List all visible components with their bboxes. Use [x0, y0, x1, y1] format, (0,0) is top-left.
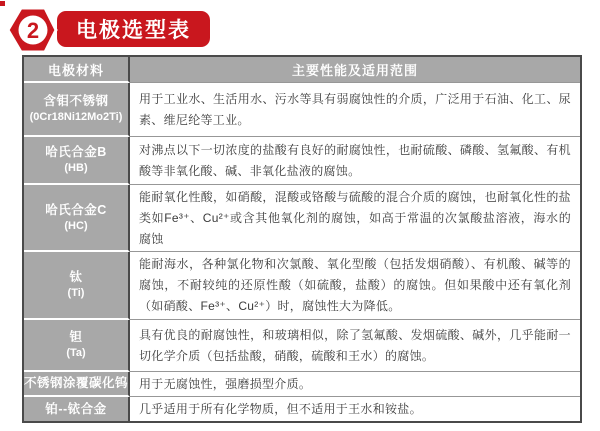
material-cell [24, 320, 130, 372]
material-cell [24, 185, 130, 252]
description-text: 用于无腐蚀性，强磨损型介质。 [139, 377, 312, 391]
material-symbol: (HC) [64, 219, 88, 232]
table-row [24, 320, 580, 372]
material-name: 哈氏合金C [45, 202, 107, 217]
description-cell [130, 372, 580, 397]
material-cell [24, 397, 130, 421]
table-row [24, 372, 580, 397]
header-label-material: 电极材料 [47, 62, 104, 78]
electrode-selection-table [22, 55, 582, 423]
table-row [24, 137, 580, 185]
material-name: 铂--铱合金 [45, 401, 107, 416]
description-text: 能耐海水，各种氯化物和次氯酸、氧化型酸（包括发烟硝酸）、有机酸、碱等的腐蚀，不耐较纯的还原性酸（如硫酸，盐酸）的腐蚀。但如果酸中还有氧化剂（如硝酸、Fe³⁺、Cu²⁺）时，腐蚀性大为降低。 [139, 257, 571, 313]
header-cell-performance [130, 57, 580, 83]
description-cell [130, 83, 580, 137]
material-symbol: (0Cr18Ni12Mo2Ti) [29, 111, 123, 123]
table-row [24, 185, 580, 252]
header-label-performance: 主要性能及适用范围 [291, 63, 418, 78]
header-cell-material [24, 57, 130, 83]
material-name: 哈氏合金B [45, 145, 107, 159]
description-cell [130, 397, 580, 421]
page-title: 电极选型表 [76, 19, 191, 42]
description-cell [130, 252, 580, 320]
table-row [24, 83, 580, 137]
material-symbol: (HB) [64, 162, 88, 174]
description-text: 具有优良的耐腐蚀性，和玻璃相似，除了氢氟酸、发烟硫酸、碱外，几乎能耐一切化学介质（包括盐酸，硝酸，硫酸和王水）的腐蚀。 [139, 327, 571, 363]
description-text: 能耐氧化性酸，如硝酸，混酸或铬酸与硫酸的混合介质的腐蚀，也耐氧化性的盐类如Fe³⁺、Cu²⁺或含其他氧化剂的腐蚀，如高于常温的次氯酸盐溶液，海水的腐蚀 [139, 189, 571, 246]
table-row [24, 397, 580, 421]
material-name: 钽 [69, 330, 83, 344]
material-name: 含钼不锈钢 [43, 94, 109, 108]
description-text: 对沸点以下一切浓度的盐酸有良好的耐腐蚀性，也耐硫酸、磷酸、氢氟酸、有机酸等非氧化酸、碱、非氧化盐液的腐蚀。 [139, 142, 571, 178]
material-name: 钛 [69, 270, 83, 284]
table-header-row [24, 57, 580, 83]
description-cell [130, 185, 580, 252]
section-number-badge [5, 4, 59, 56]
material-symbol: (Ta) [66, 347, 86, 359]
description-cell [130, 320, 580, 372]
material-cell [24, 83, 130, 137]
material-cell [24, 252, 130, 320]
material-cell [24, 372, 130, 397]
badge-number: 2 [26, 18, 40, 43]
material-symbol: (Ti) [67, 287, 85, 299]
material-cell [24, 137, 130, 185]
description-text: 几乎适用于所有化学物质，但不适用于王水和铵盐。 [139, 402, 422, 416]
description-cell [130, 137, 580, 185]
table-row [24, 252, 580, 320]
section-title-banner [57, 11, 210, 47]
material-name: 不锈钢涂覆碳化钨 [24, 376, 129, 390]
description-text: 用于工业水、生活用水、污水等具有弱腐蚀性的介质，广泛用于石油、化工、尿素、维尼纶等工业。 [139, 91, 571, 127]
